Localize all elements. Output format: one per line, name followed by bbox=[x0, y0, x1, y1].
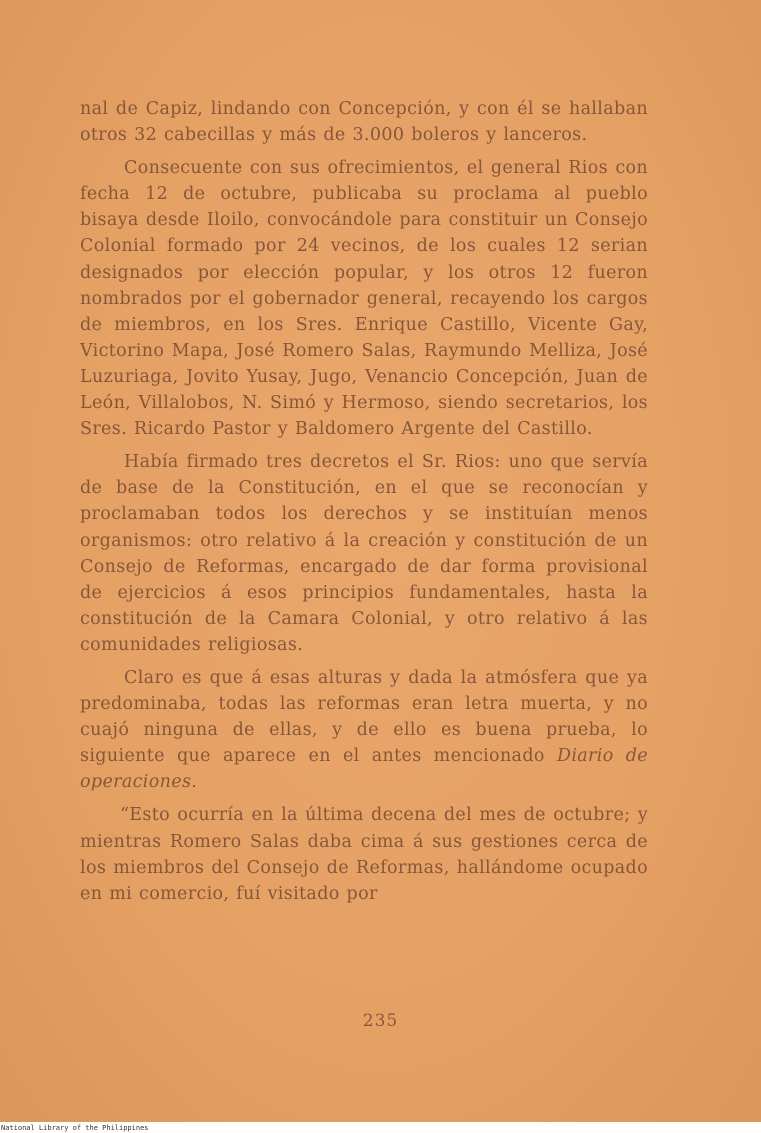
paragraph-4-text: Claro es que á esas alturas y dada la atmósfera que ya predominaba, todas las reformas eran letra muerta, y no cuajó ninguna de ellas, y de ello es buena prueba, lo siguiente que aparece en el antes mencionado bbox=[80, 667, 648, 767]
body-text bbox=[80, 96, 648, 914]
paragraph-3: Había firmado tres decretos el Sr. Rios: uno que servía de base de la Constitución, en el que se reconocían y proclamaban todos los derechos y se instituían menos organismos: otro relativo á la creación y constitución de un Consejo de Reformas, encargado de dar forma provisional de ejercicios á esos principios fundamentales, hasta la constitución de la Camara Colonial, y otro relativo á las comunidades religiosas. bbox=[80, 452, 648, 655]
page-number: 235 bbox=[362, 1011, 399, 1031]
library-credit: National Library of the Philippines bbox=[1, 1124, 149, 1132]
paragraph-4 bbox=[80, 665, 648, 795]
paragraph-4-italic-title: Diario de operaciones. bbox=[80, 746, 648, 793]
paragraph-2: Consecuente con sus ofrecimientos, el general Rios con fecha 12 de octubre, publicaba su proclama al pueblo bisaya desde Iloilo, convocándole para constituir un Consejo Colonial formado por 24 vecinos, de los cuales 12 serian designados por elección popular, y los otros 12 fueron nombrados por el gobernador general, recayendo los cargos de miembros, en los Sres. Enrique Castillo, Vicente Gay, Victorino Mapa, José Romero Salas, Raymundo Melliza, José Luzuriaga, Jovito Yusay, Jugo, Venancio Concepción, Juan de León, Villalobos, N. Simó y Hermoso, siendo secretarios, los Sres. Ricardo Pastor y Baldomero Argente del Castillo. bbox=[80, 158, 648, 440]
paragraph-1: nal de Capiz, lindando con Concepción, y con él se hallaban otros 32 cabecillas y más de 3.000 boleros y lanceros. bbox=[80, 99, 648, 146]
paragraph-5-quote: “Esto ocurría en la última decena del mes de octubre; y mientras Romero Salas daba cima á sus gestiones cerca de los miembros del Consejo de Reformas, hallándome ocupado en mi comercio, fuí visitado por bbox=[80, 805, 648, 904]
